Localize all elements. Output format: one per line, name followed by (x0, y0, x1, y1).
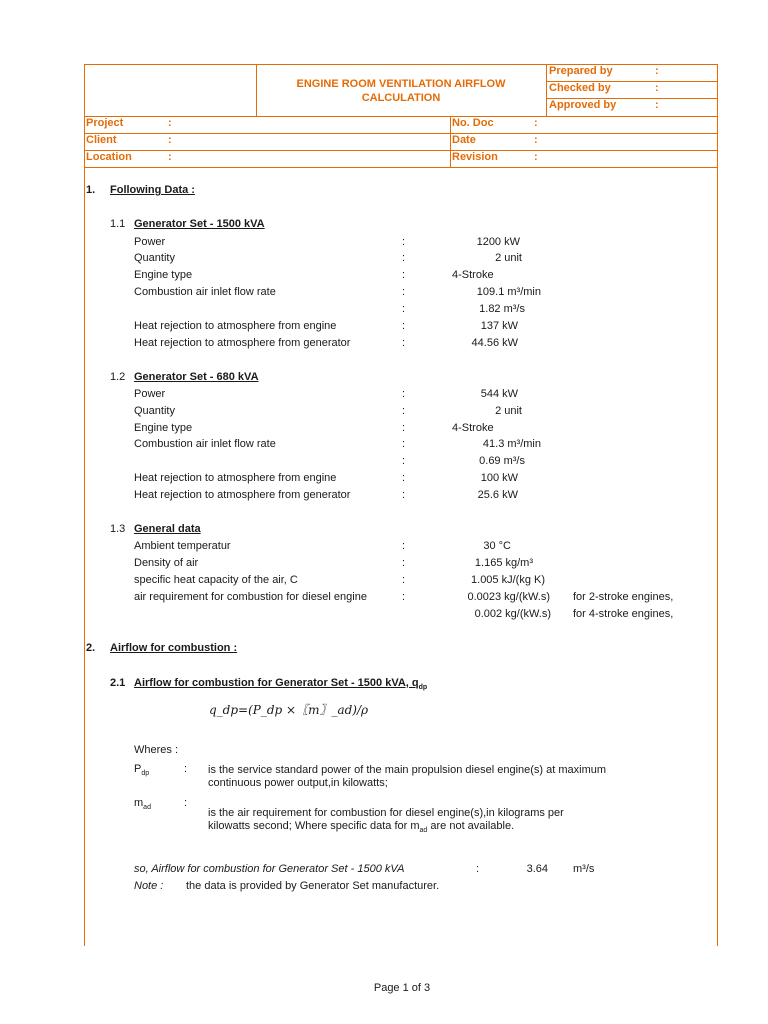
data-value: 44.56 kW (471, 337, 518, 349)
date-label: Date (452, 134, 476, 146)
header-row-line (84, 150, 718, 151)
colon: : (655, 65, 659, 77)
colon: : (402, 269, 406, 281)
header-divider (546, 64, 547, 116)
data-note: for 4-stroke engines, (573, 608, 674, 620)
result-unit: m³/s (573, 863, 595, 875)
data-label: Engine type (134, 269, 193, 281)
document-title: ENGINE ROOM VENTILATION AIRFLOW CALCULATION (296, 78, 506, 104)
data-value: 544 kW (480, 388, 518, 400)
mad-symbol: $m_{ad}$ (134, 797, 151, 812)
colon: : (402, 557, 406, 569)
colon: : (655, 99, 659, 111)
colon: : (402, 405, 406, 417)
header-border-top (84, 64, 718, 65)
mad-definition: is the air requirement for combustion for diesel engine(s),in kilograms per kilowatts second; Where specific data for $m_{ad}$ are not available. (208, 807, 564, 835)
subsection-number: 2.1 (110, 677, 126, 689)
data-value: 1200 kW (476, 236, 520, 248)
data-value: 4-Stroke (452, 422, 494, 434)
header-divider (450, 116, 451, 167)
data-label: Engine type (134, 422, 193, 434)
subsection-number: 1.1 (110, 218, 126, 230)
data-label: Combustion air inlet flow rate (134, 286, 276, 298)
data-label: Density of air (134, 557, 199, 569)
whereas-label: Wheres : (134, 744, 179, 756)
data-value: 100 kW (480, 472, 518, 484)
colon: : (402, 286, 406, 298)
data-label: Quantity (134, 405, 175, 417)
data-value: 2 unit (495, 405, 522, 417)
prepared-by-label: Prepared by (549, 65, 613, 77)
data-value: 1.165 kg/m³ (474, 557, 533, 569)
data-value: 0.002 kg/(kW.s) (474, 608, 551, 620)
result-value: 3.64 (526, 863, 548, 875)
airflow-formula: q_dp=(P_dp ×〖m〗_ad)/ρ (209, 703, 369, 717)
section-number: 2. (86, 642, 96, 654)
data-label: Heat rejection to atmosphere from generator (134, 337, 351, 349)
data-value: 2 unit (495, 252, 522, 264)
colon: : (402, 422, 406, 434)
data-value: 1.82 m³/s (479, 303, 525, 315)
colon: : (402, 438, 406, 450)
project-label: Project (86, 117, 124, 129)
data-label: air requirement for combustion for diesel engine (134, 591, 367, 603)
subsection-title: Airflow for combustion for Generator Set - 1500 kVA, $q_{dp}$ (134, 677, 428, 692)
approved-by-label: Approved by (549, 99, 617, 111)
data-label: Ambient temperatur (134, 540, 231, 552)
no-doc-label: No. Doc (452, 117, 494, 129)
colon: : (402, 337, 406, 349)
header-divider (256, 64, 257, 116)
data-value: 137 kW (480, 320, 518, 332)
colon: : (402, 591, 406, 603)
note-label: Note : (134, 880, 164, 892)
pdp-symbol: $P_{dp}$ (134, 763, 150, 778)
data-value: 0.69 m³/s (479, 455, 525, 467)
client-label: Client (86, 134, 117, 146)
colon: : (168, 117, 172, 129)
colon: : (402, 540, 406, 552)
data-label: specific heat capacity of the air, C (134, 574, 298, 586)
colon: : (184, 797, 188, 809)
colon: : (402, 320, 406, 332)
data-label: Heat rejection to atmosphere from generator (134, 489, 351, 501)
colon: : (402, 388, 406, 400)
data-note: for 2-stroke engines, (573, 591, 674, 603)
result-label: so, Airflow for combustion for Generator Set - 1500 kVA (134, 863, 405, 875)
page-border-right (717, 64, 718, 946)
colon: : (534, 134, 538, 146)
header-border-bottom (84, 167, 718, 168)
colon: : (402, 303, 406, 315)
colon: : (476, 863, 480, 875)
colon: : (402, 252, 406, 264)
colon: : (402, 472, 406, 484)
revision-label: Revision (452, 151, 498, 163)
colon: : (184, 763, 188, 775)
data-value: 4-Stroke (452, 269, 494, 281)
colon: : (534, 151, 538, 163)
data-label: Heat rejection to atmosphere from engine (134, 472, 337, 484)
subsection-title: Generator Set - 680 kVA (134, 371, 259, 383)
header-row-line (84, 133, 718, 134)
data-label: Quantity (134, 252, 175, 264)
data-label: Combustion air inlet flow rate (134, 438, 276, 450)
data-label: Power (134, 236, 166, 248)
data-value: 1.005 kJ/(kg K) (471, 574, 545, 586)
colon: : (655, 82, 659, 94)
data-value: 0.0023 kg/(kW.s) (467, 591, 550, 603)
subsection-title: General data (134, 523, 201, 535)
colon: : (534, 117, 538, 129)
note-text: the data is provided by Generator Set manufacturer. (186, 880, 440, 892)
header-border-mid (84, 116, 718, 117)
colon: : (402, 574, 406, 586)
data-value: 41.3 m³/min (482, 438, 541, 450)
colon: : (402, 236, 406, 248)
subsection-number: 1.2 (110, 371, 126, 383)
data-value: 30 °C (483, 540, 511, 552)
section-number: 1. (86, 184, 96, 196)
data-value: 109.1 m³/min (476, 286, 541, 298)
location-label: Location (86, 151, 132, 163)
colon: : (168, 151, 172, 163)
subsection-number: 1.3 (110, 523, 126, 535)
colon: : (402, 489, 406, 501)
subsection-title: Generator Set - 1500 kVA (134, 218, 265, 230)
section-title: Following Data : (110, 184, 195, 196)
data-label: Power (134, 388, 166, 400)
section-title: Airflow for combustion : (110, 642, 238, 654)
colon: : (168, 134, 172, 146)
page-border-left (84, 64, 85, 946)
page-number: Page 1 of 3 (373, 982, 431, 994)
checked-by-label: Checked by (549, 82, 611, 94)
data-value: 25.6 kW (477, 489, 518, 501)
colon: : (402, 455, 406, 467)
pdp-definition: is the service standard power of the main propulsion diesel engine(s) at maximum continuous power output,in kilowatts; (208, 764, 607, 789)
data-label: Heat rejection to atmosphere from engine (134, 320, 337, 332)
